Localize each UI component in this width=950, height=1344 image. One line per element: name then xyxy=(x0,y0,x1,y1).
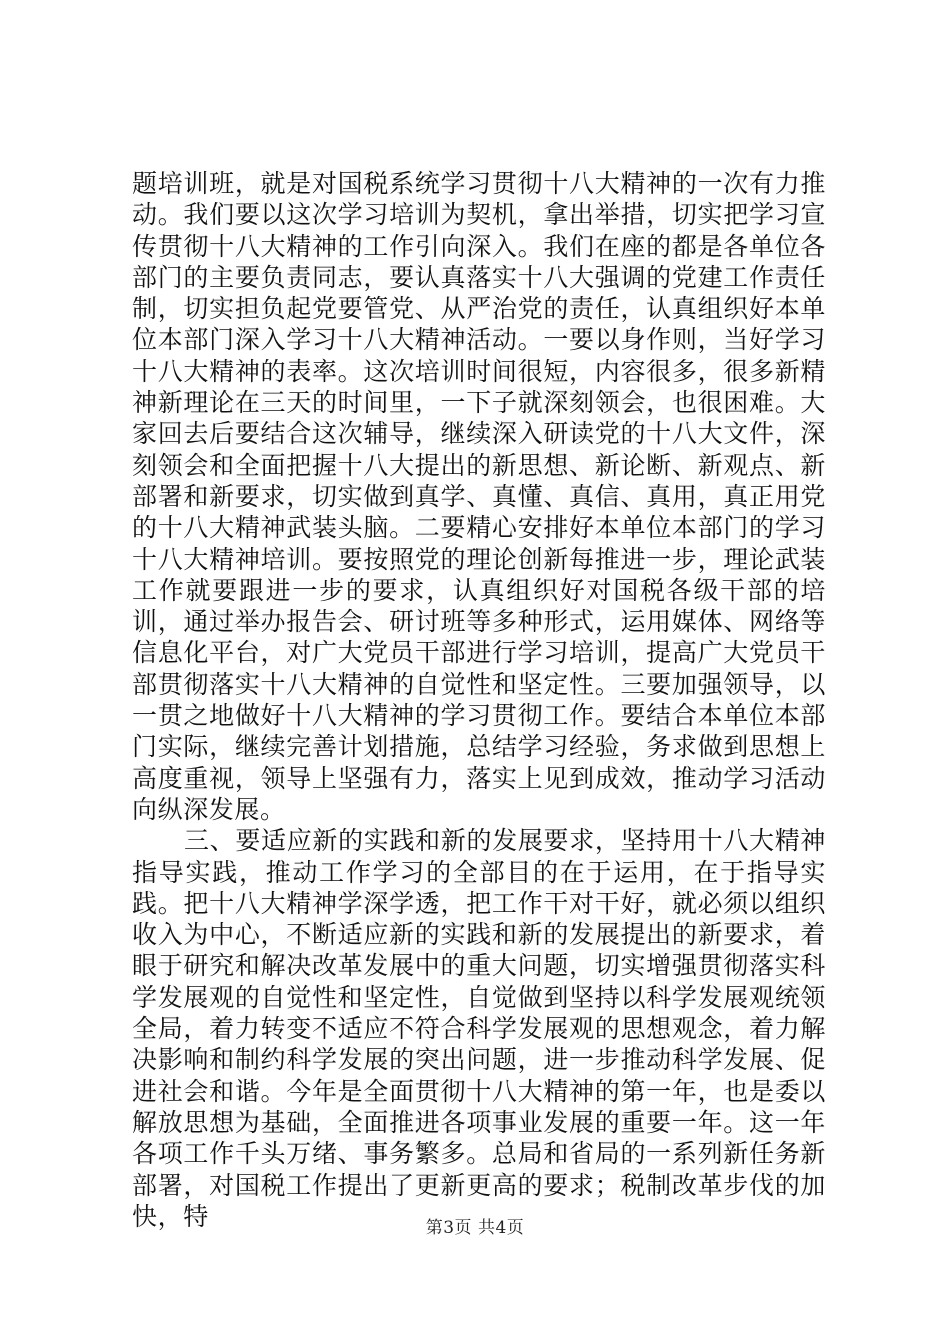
document-body xyxy=(132,168,826,1232)
body-paragraph-2: 三、要适应新的实践和新的发展要求，坚持用十八大精神指导实践，推动工作学习的全部目的在于运用，在于指导实践。把十八大精神学深学透，把工作干对干好，就必须以组织收入为中心，不断适应新的实践和新的发展提出的新要求，着眼于研究和解决改革发展中的重大问题，切实增强贯彻落实科学发展观的自觉性和坚定性，自觉做到坚持以科学发展观统领全局，着力转变不适应不符合科学发展观的思想观念，着力解决影响和制约科学发展的突出问题，进一步推动科学发展、促进社会和谐。今年是全面贯彻十八大精神的第一年，也是委以解放思想为基础，全面推进各项事业发展的重要一年。这一年各项工作千头万绪、事务繁多。总局和省局的一系列新任务新部署，对国税工作提出了更新更高的要求；税制改革步伐的加快，特 xyxy=(132,826,826,1231)
page-footer: 第3页 共4页 xyxy=(425,1218,525,1238)
body-paragraph-1: 题培训班，就是对国税系统学习贯彻十八大精神的一次有力推动。我们要以这次学习培训为契机，拿出举措，切实把学习宣传贯彻十八大精神的工作引向深入。我们在座的都是各单位各部门的主要负责同志，要认真落实十八大强调的党建工作责任制，切实担负起党要管党、从严治党的责任，认真组织好本单位本部门深入学习十八大精神活动。一要以身作则，当好学习十八大精神的表率。这次培训时间很短，内容很多，很多新精神新理论在三天的时间里，一下子就深刻领会，也很困难。大家回去后要结合这次辅导，继续深入研读党的十八大文件，深刻领会和全面把握十八大提出的新思想、新论断、新观点、新部署和新要求，切实做到真学、真懂、真信、真用，真正用党的十八大精神武装头脑。二要精心安排好本单位本部门的学习十八大精神培训。要按照党的理论创新每推进一步，理论武装工作就要跟进一步的要求，认真组织好对国税各级干部的培训，通过举办报告会、研讨班等多种形式，运用媒体、网络等信息化平台，对广大党员干部进行学习培训，提高广大党员干部贯彻落实十八大精神的自觉性和坚定性。三要加强领导，以一贯之地做好十八大精神的学习贯彻工作。要结合本单位本部门实际，继续完善计划措施，总结学习经验，务求做到思想上高度重视，领导上坚强有力，落实上见到成效，推动学习活动向纵深发展。 xyxy=(132,169,826,824)
